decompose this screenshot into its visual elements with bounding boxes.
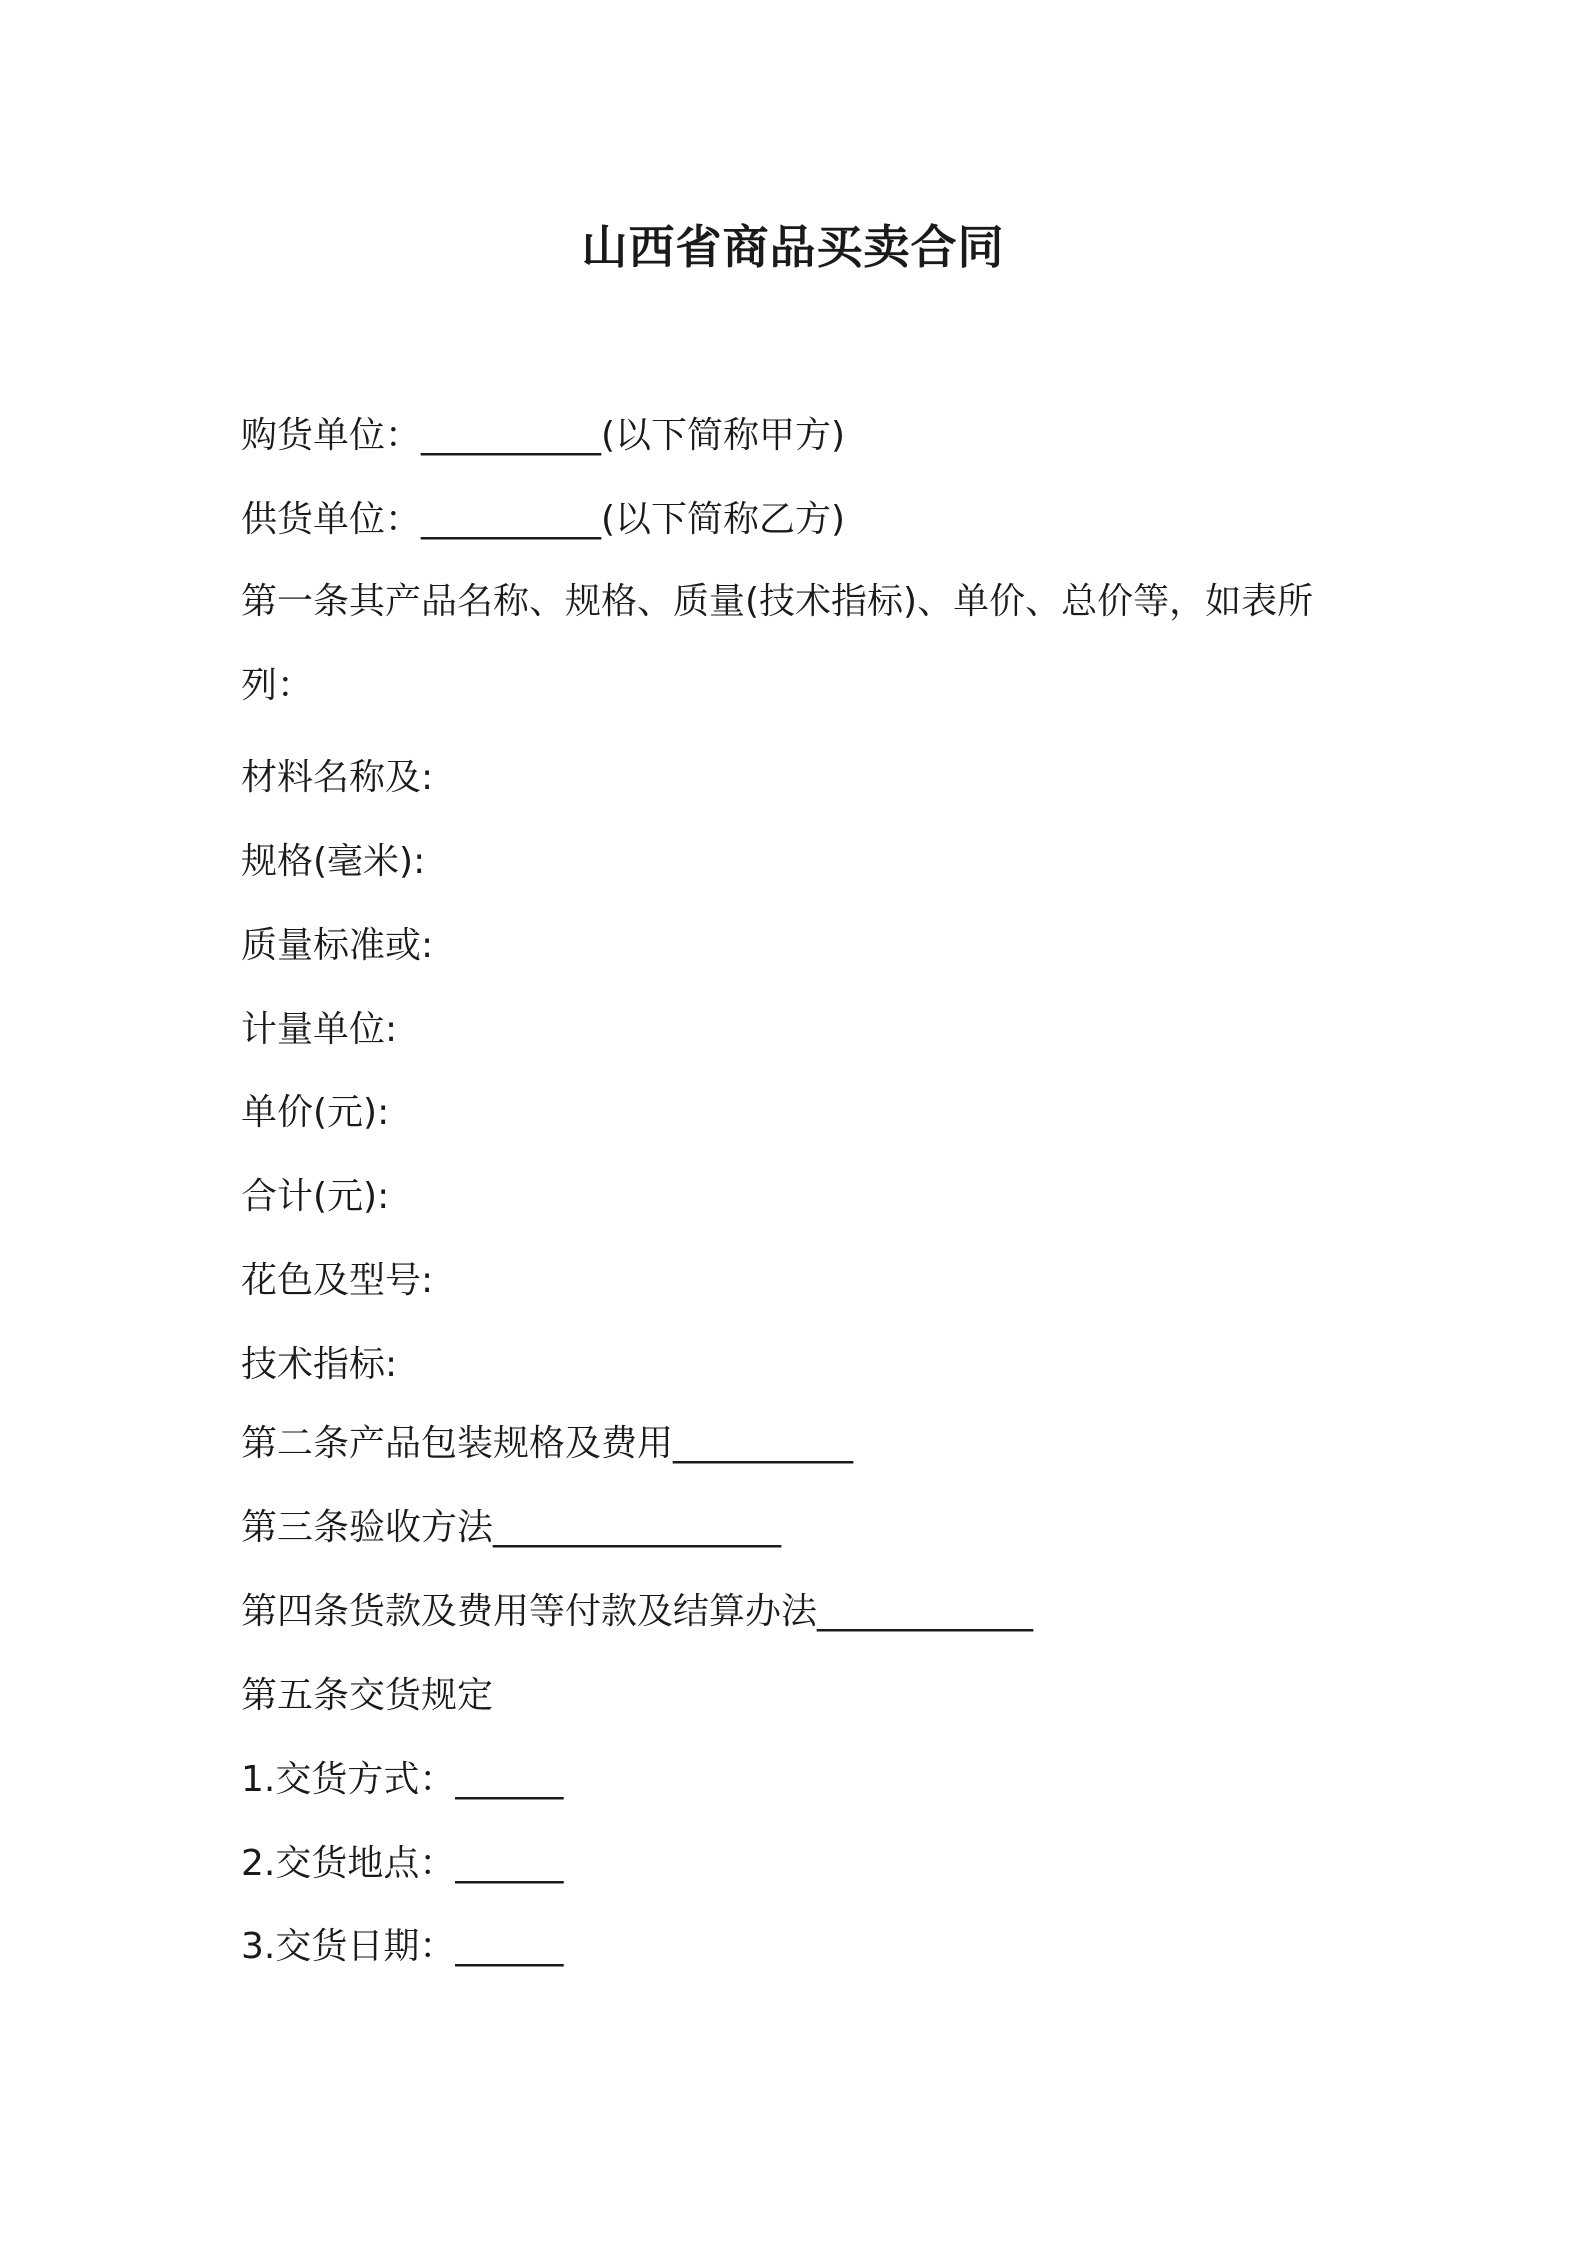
- color-model-line: 花色及型号:: [241, 1260, 434, 1301]
- document-title: 山西省商品买卖合同: [581, 220, 1005, 274]
- supplier-line: 供货单位：__________(以下简称乙方): [241, 499, 846, 540]
- delivery-method-line: 1.交货方式：______: [241, 1759, 564, 1800]
- article-5-line: 第五条交货规定: [241, 1675, 494, 1716]
- unit-price-line: 单价(元):: [241, 1092, 390, 1133]
- article-2-line: 第二条产品包装规格及费用__________: [241, 1423, 854, 1464]
- delivery-date-line: 3.交货日期：______: [241, 1926, 564, 1967]
- tech-index-line: 技术指标:: [241, 1344, 398, 1385]
- article-3-line: 第三条验收方法________________: [241, 1507, 782, 1548]
- spec-line: 规格(毫米):: [241, 841, 426, 882]
- quality-standard-line: 质量标准或:: [241, 925, 434, 966]
- article-4-line: 第四条货款及费用等付款及结算办法____________: [241, 1591, 1034, 1632]
- material-name-line: 材料名称及:: [241, 757, 434, 798]
- total-line: 合计(元):: [241, 1176, 390, 1217]
- buyer-line: 购货单位：__________(以下简称甲方): [241, 415, 846, 456]
- article-1-line: 第一条其产品名称、规格、质量(技术指标)、单价、总价等，如表所列：: [241, 581, 1314, 706]
- delivery-place-line: 2.交货地点：______: [241, 1843, 564, 1884]
- measure-unit-line: 计量单位:: [241, 1009, 398, 1050]
